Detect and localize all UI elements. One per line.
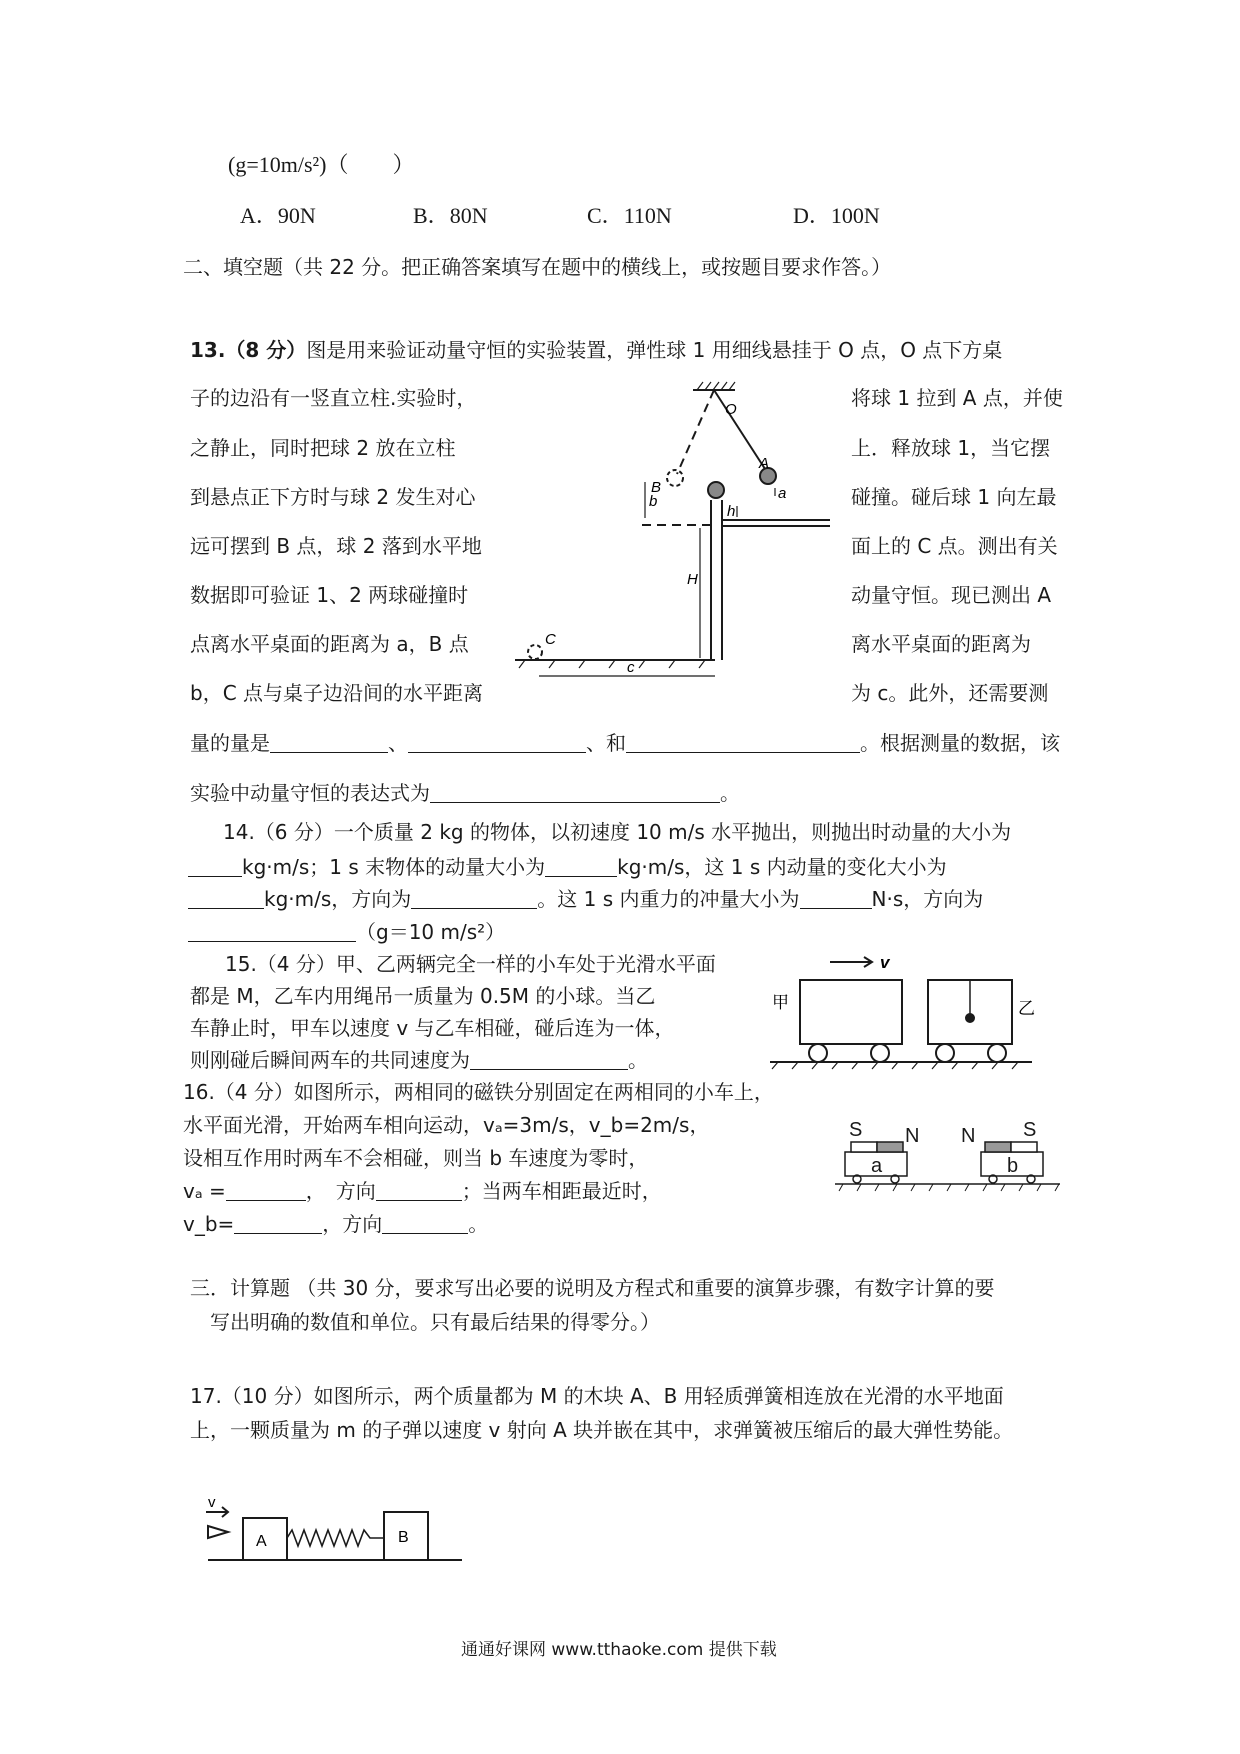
q13-left-line: 远可摆到 B 点，球 2 落到水平地 — [190, 534, 482, 558]
spring — [287, 1530, 384, 1546]
q12-option-c: C．110N — [587, 203, 672, 228]
q16-blank-va-dir[interactable] — [376, 1180, 462, 1201]
label-c-point: C — [545, 631, 556, 648]
q13-expr-line: 实验中动量守恒的表达式为 。 — [190, 781, 740, 805]
q16-line4: vₐ = ， 方向 ；当两车相距最近时， — [183, 1179, 662, 1203]
q13-right-line: 离水平桌面的距离为 — [851, 632, 1031, 656]
q13-left-line: 子的边沿有一竖直立柱.实验时， — [190, 386, 477, 410]
ground-hatch — [839, 1184, 1059, 1191]
q13-apparatus-diagram — [515, 378, 835, 678]
label-v: v — [208, 1494, 216, 1511]
string-to-b — [677, 390, 714, 474]
q14-line1: 14.（6 分）一个质量 2 kg 的物体，以初速度 10 m/s 水平抛出，则抛出时动量的大小为 — [223, 820, 1012, 844]
q17-line2: 上，一颗质量为 m 的子弹以速度 v 射向 A 块并嵌在其中，求弹簧被压缩后的最大弹性势能。 — [190, 1418, 1014, 1442]
label-jia: 甲 — [772, 993, 789, 1012]
label-s-left: S — [849, 1119, 863, 1141]
ball-1-at-b — [667, 470, 683, 486]
cart-jia-body — [800, 980, 902, 1044]
q13-right-line: 碰撞。碰后球 1 向左最 — [851, 485, 1057, 509]
ceiling-hatch — [697, 382, 735, 390]
label-b: B — [398, 1529, 409, 1546]
magnet-a-n-half — [877, 1142, 903, 1152]
label-h: h — [727, 503, 736, 520]
section3-heading: 三．计算题 （共 30 分，要求写出必要的说明及方程式和重要的演算步骤，有数字计算的要 — [190, 1276, 995, 1300]
label-a-point: A — [759, 455, 770, 472]
q13-left-line: 之静止，同时把球 2 放在立柱 — [190, 436, 456, 460]
ball-1-at-c — [528, 645, 542, 659]
q13-blank-expr[interactable] — [430, 782, 720, 803]
magnet-b-s-half — [1011, 1142, 1037, 1152]
q16-line3: 设相互作用时两车不会相碰，则当 b 车速度为零时， — [183, 1146, 649, 1170]
cart-jia-wheel — [871, 1044, 889, 1062]
q14-blank-6[interactable] — [188, 921, 356, 942]
q16-magnets-diagram — [835, 1120, 1065, 1200]
q13-right-line: 为 c。此外，还需要测 — [851, 681, 1049, 705]
label-c-distance: c — [627, 659, 635, 676]
label-big-h: H — [687, 571, 698, 588]
footer-text: 通通好课网 www.tthaoke.com 提供下载 — [461, 1640, 777, 1660]
q13-right-line: 动量守恒。现已测出 A — [851, 583, 1052, 607]
q16-blank-vb[interactable] — [234, 1213, 322, 1234]
label-b-point: B — [651, 479, 662, 496]
q16-blank-vb-dir[interactable] — [382, 1213, 468, 1234]
q15-line4: 则刚碰后瞬间两车的共同速度为 。 — [190, 1048, 648, 1072]
label-cart-b: b — [1007, 1155, 1019, 1177]
label-cart-a: a — [871, 1155, 883, 1177]
label-v: v — [880, 953, 890, 972]
q14-line2: kg·m/s；1 s 末物体的动量大小为 kg·m/s，这 1 s 内动量的变化大小为 — [188, 855, 947, 879]
q15-line1: 15.（4 分）甲、乙两辆完全一样的小车处于光滑水平面 — [225, 952, 716, 976]
label-s-right: S — [1023, 1119, 1037, 1141]
q13-line1: 13.（8 分）图是用来验证动量守恒的实验装置，弹性球 1 用细线悬挂于 O 点，O 点下方桌 — [190, 338, 1003, 362]
label-b-distance: b — [649, 493, 658, 510]
q14-blank-1[interactable] — [188, 856, 242, 877]
q13-blank-2[interactable] — [408, 732, 586, 753]
q16-line5: v_b= ，方向 。 — [183, 1212, 489, 1236]
floor-hatch — [772, 1062, 1018, 1069]
section2-heading: 二、填空题（共 22 分。把正确答案填写在题中的横线上，或按题目要求作答。） — [183, 255, 892, 279]
label-n-right: N — [961, 1125, 976, 1147]
cart-yi-wheel — [936, 1044, 954, 1062]
q14-blank-4[interactable] — [411, 888, 537, 909]
q15-line2: 都是 M，乙车内用绳吊一质量为 0.5M 的小球。当乙 — [190, 984, 656, 1008]
q12-g-note: (g=10m/s²)（ ） — [228, 152, 415, 177]
q16-line1: 16.（4 分）如图所示，两相同的磁铁分别固定在两相同的小车上， — [183, 1080, 774, 1104]
bullet — [208, 1526, 228, 1538]
q15-line3: 车静止时，甲车以速度 v 与乙车相碰，碰后连为一体， — [190, 1016, 675, 1040]
ground-hatch — [519, 660, 705, 668]
label-o-point: O — [725, 401, 737, 418]
q13-number: 13.（8 分） — [190, 338, 307, 362]
q16-blank-va[interactable] — [226, 1180, 306, 1201]
q13-left-line: b，C 点与桌子边沿间的水平距离 — [190, 681, 484, 705]
q13-left-line: 到悬点正下方时与球 2 发生对心 — [190, 485, 476, 509]
q16-line2: 水平面光滑，开始两车相向运动，vₐ=3m/s，v_b=2m/s， — [183, 1113, 710, 1137]
label-n-left: N — [905, 1125, 920, 1147]
q14-line3: kg·m/s，方向为 。这 1 s 内重力的冲量大小为 N·s，方向为 — [188, 887, 983, 911]
cart-yi-wheel — [988, 1044, 1006, 1062]
q13-left-line: 数据即可验证 1、2 两球碰撞时 — [190, 583, 469, 607]
cart-jia-wheel — [809, 1044, 827, 1062]
q13-right-line: 上．释放球 1，当它摆 — [851, 436, 1051, 460]
label-a-distance: a — [778, 485, 787, 502]
q12-option-d: D．100N — [793, 203, 880, 228]
ball-2 — [708, 482, 724, 498]
q13-blank-1[interactable] — [270, 732, 388, 753]
q17-line1: 17.（10 分）如图所示，两个质量都为 M 的木块 A、B 用轻质弹簧相连放在光滑的水平地面 — [190, 1384, 1004, 1408]
q17-spring-diagram — [200, 1494, 470, 1568]
magnet-a-s-half — [851, 1142, 877, 1152]
q14-blank-5[interactable] — [800, 888, 872, 909]
q13-right-line: 面上的 C 点。测出有关 — [851, 534, 1058, 558]
section3-heading-cont: 写出明确的数值和单位。只有最后结果的得零分。） — [210, 1310, 660, 1334]
q14-blank-3[interactable] — [188, 888, 264, 909]
q15-blank[interactable] — [470, 1049, 628, 1070]
q15-carts-diagram — [770, 950, 1040, 1070]
q14-blank-2[interactable] — [545, 856, 617, 877]
label-yi: 乙 — [1018, 999, 1035, 1018]
magnet-b-n-half — [985, 1142, 1011, 1152]
label-a: A — [256, 1533, 267, 1550]
q13-blank-3[interactable] — [626, 732, 860, 753]
q13-measure-line: 量的量是 、 、和 。根据测量的数据，该 — [190, 731, 1060, 755]
q12-option-a: A．90N — [240, 203, 316, 228]
hanging-ball — [966, 1014, 974, 1022]
q13-left-line: 点离水平桌面的距离为 a，B 点 — [190, 632, 469, 656]
q12-option-b: B．80N — [413, 203, 488, 228]
q13-right-line: 将球 1 拉到 A 点，并使 — [851, 386, 1063, 410]
q14-line4: （g＝10 m/s²） — [188, 920, 505, 944]
